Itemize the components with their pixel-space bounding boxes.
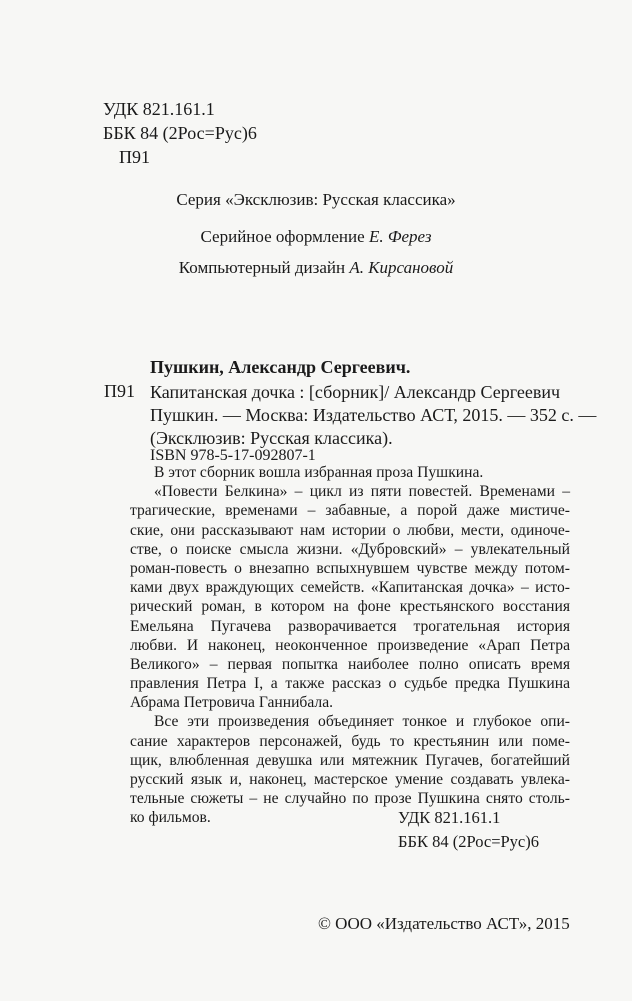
udk-code: УДК 821.161.1 xyxy=(398,808,501,827)
bbk-code: ББК 84 (2Рос=Рус)6 xyxy=(103,123,257,143)
bib-line: (Эксклюзив: Русская классика). xyxy=(150,428,393,448)
author-mark-code: П91 xyxy=(119,147,150,167)
annotation-line: рический роман, в котором на фоне крестьянского восстания xyxy=(130,598,570,616)
series-line: Серия «Эксклюзив: Русская классика» xyxy=(176,190,456,209)
annotation-line: правления Петра I, а также рассказ о судьбе предка Пушкина xyxy=(130,675,570,693)
annotation xyxy=(130,463,570,828)
annotation-line: Великого» – первая попытка наиболее полно описать время xyxy=(130,655,570,673)
annotation-line: тельные сюжеты – не случайно по прозе Пушкина снято столь- xyxy=(130,790,570,808)
annotation-line: Все эти произведения объединяет тонкое и глубокое опи- xyxy=(154,713,570,731)
design-label: Серийное оформление xyxy=(200,227,365,246)
isbn: ISBN 978-5-17-092807-1 xyxy=(150,447,316,464)
annotation-line: В этот сборник вошла избранная проза Пушкина. xyxy=(154,464,484,481)
annotation-line: ские, они рассказывают нам истории о любви, мести, одиноче- xyxy=(130,521,570,539)
copyright-notice: © ООО «Издательство АСТ», 2015 xyxy=(318,914,570,933)
annotation-line: роман-повесть о внезапно вспыхнувшем чувстве между потом- xyxy=(130,559,570,577)
author-heading: Пушкин, Александр Сергеевич. xyxy=(150,357,411,377)
bib-line: Капитанская дочка : [сборник]/ Александр Сергеевич xyxy=(150,382,561,402)
annotation-line: ками двух враждующих семейств. «Капитанская дочка» – исто- xyxy=(130,579,570,597)
annotation-line: сание характеров персонажей, будь то крестьянин или поме- xyxy=(130,732,570,750)
bbk-code: ББК 84 (2Рос=Рус)6 xyxy=(398,832,539,851)
author-mark: П91 xyxy=(104,381,135,401)
computer-design-credit xyxy=(0,258,632,278)
annotation-line: ко фильмов. xyxy=(130,809,211,827)
computer-design-name: А. Кирсановой xyxy=(349,258,454,277)
annotation-line: щик, влюбленная девушка или мятежник Пугачев, богатейший xyxy=(130,751,570,769)
top-classification-codes xyxy=(103,97,257,169)
bib-line: Пушкин. — Москва: Издательство АСТ, 2015. — 352 с. — xyxy=(150,405,597,425)
annotation-line: русский язык и, наконец, мастерское умение создавать увлека- xyxy=(130,771,570,788)
bibliographic-description xyxy=(150,381,597,450)
annotation-line: Емельяна Пугачева разворачивается трогательная история xyxy=(130,617,570,635)
bottom-classification-codes xyxy=(398,806,539,854)
annotation-line: стве, о поиске смысла жизни. «Дубровский» – увлекательный xyxy=(130,540,570,558)
design-name: Е. Ферез xyxy=(368,227,432,246)
annotation-line: трагические, временами – забавные, а порой даже мистиче- xyxy=(130,502,570,520)
annotation-line: «Повести Белкина» – цикл из пяти повестей. Временами – xyxy=(154,483,570,501)
design-credit xyxy=(0,227,632,247)
computer-design-label: Компьютерный дизайн xyxy=(178,258,346,277)
annotation-line: любви. И наконец, неоконченное произведение «Арап Петра xyxy=(130,636,570,654)
annotation-line: Абрама Петровича Ганнибала. xyxy=(130,694,334,712)
udk-code: УДК 821.161.1 xyxy=(103,99,215,119)
